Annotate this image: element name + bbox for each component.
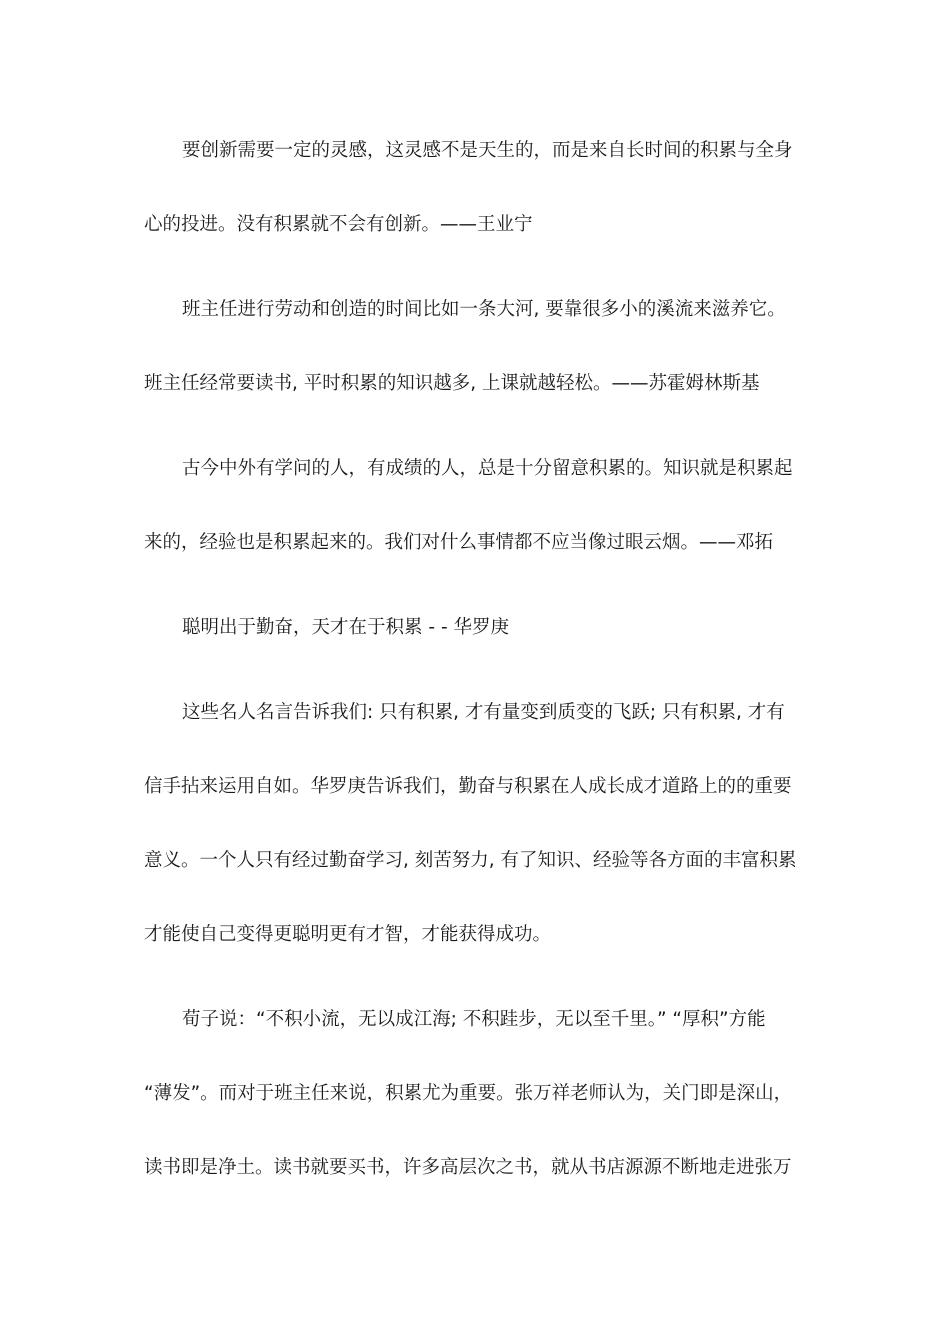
paragraph-3-line-1: 古今中外有学问的人，有成绩的人，总是十分留意积累的。知识就是积累起 (182, 458, 793, 479)
paragraph-2-line-2: 班主任经常要读书, 平时积累的知识越多, 上课就越轻松。——苏霍姆林斯基 (144, 373, 760, 394)
paragraph-5-line-1: 这些名人名言告诉我们: 只有积累, 才有量变到质变的飞跃; 只有积累, 才有 (182, 702, 785, 723)
paragraph-6-line-2: “薄发”。而对于班主任来说，积累尤为重要。张万祥老师认为，关门即是深山， (144, 1083, 793, 1104)
paragraph-1-line-1: 要创新需要一定的灵感，这灵感不是天生的，而是来自长时间的积累与全身 (182, 140, 793, 161)
paragraph-6-line-3: 读书即是净土。读书就要买书，许多高层次之书，就从书店源源不断地走进张万 (144, 1157, 792, 1178)
paragraph-4-line-1: 聪明出于勤奋，天才在于积累 - - 华罗庚 (182, 617, 509, 638)
paragraph-6-line-1: 荀子说：“不积小流，无以成江海; 不积跬步，无以至千里。” “厚积”方能 (182, 1009, 766, 1030)
paragraph-3-line-2: 来的，经验也是积累起来的。我们对什么事情都不应当像过眼云烟。——邓拓 (144, 532, 774, 553)
paragraph-1-line-2: 心的投进。没有积累就不会有创新。——王业宁 (144, 214, 533, 235)
paragraph-2-line-1: 班主任进行劳动和创造的时间比如一条大河, 要靠很多小的溪流来滋养它。 (182, 299, 786, 320)
paragraph-5-line-3: 意义。一个人只有经过勤奋学习, 刻苦努力, 有了知识、经验等各方面的丰富积累 (144, 850, 797, 871)
paragraph-5-line-2: 信手拈来运用自如。华罗庚告诉我们，勤奋与积累在人成长成才道路上的的重要 (144, 776, 792, 797)
paragraph-5-line-4: 才能使自己变得更聪明更有才智，才能获得成功。 (144, 924, 552, 945)
